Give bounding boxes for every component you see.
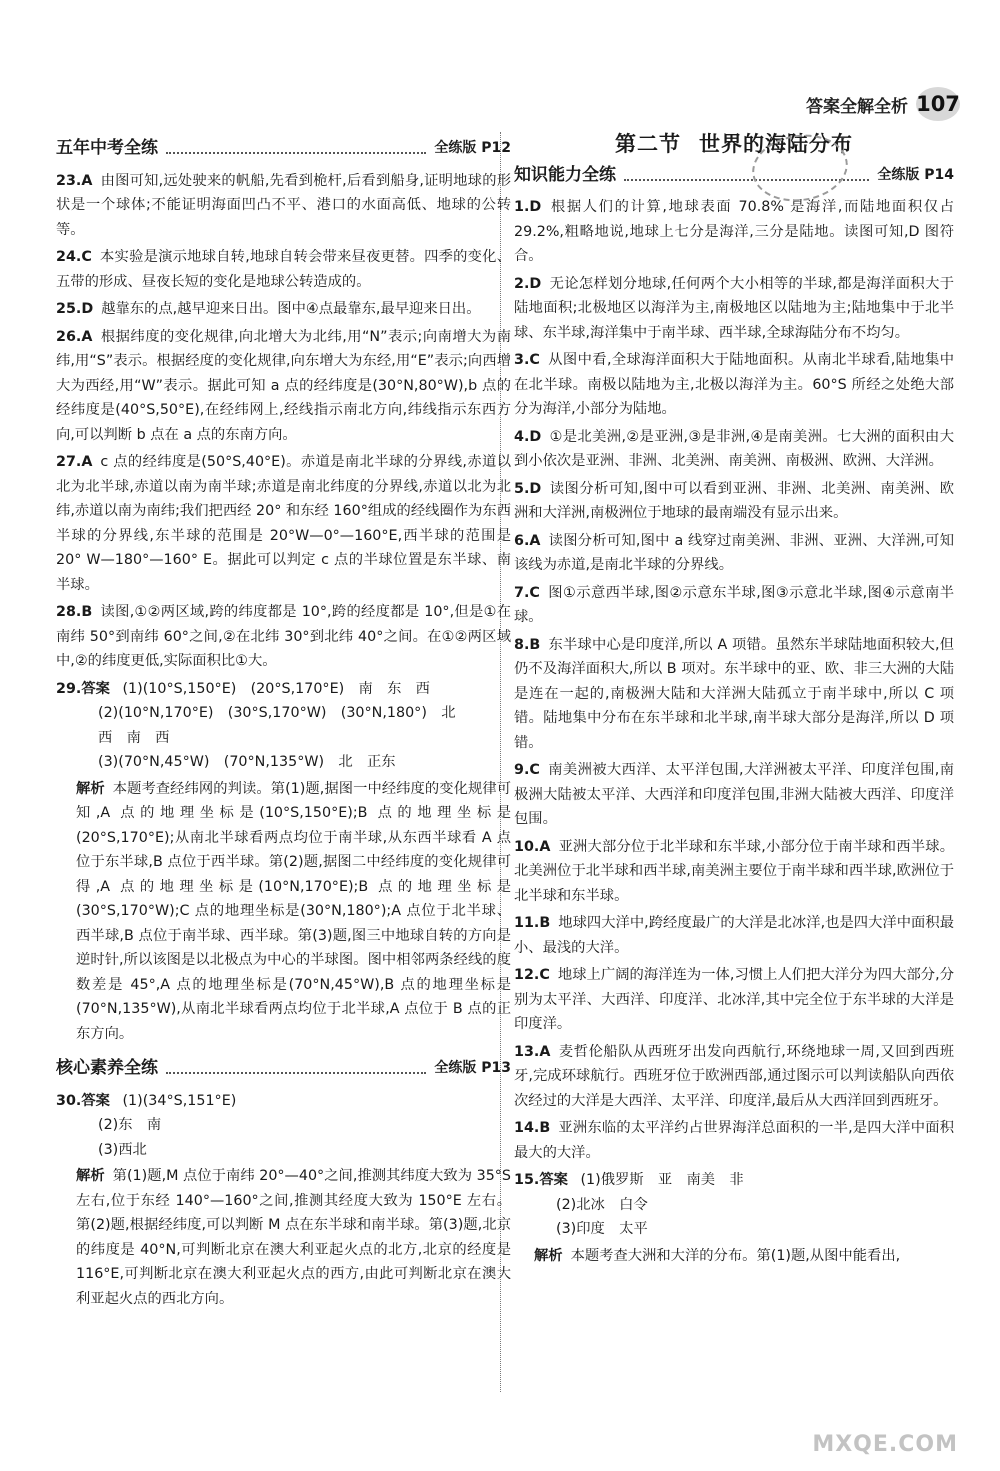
- chapter-number: 第二节: [615, 132, 681, 156]
- answer-number: 10.A: [514, 838, 551, 855]
- section-title: 知识能力全练: [514, 164, 616, 185]
- answer-item: [514, 477, 954, 526]
- section-header-wunian: [56, 136, 511, 161]
- answer-number: 26.A: [56, 328, 93, 345]
- answer-item: [56, 245, 511, 294]
- answer-line: (2)北冰 白令: [556, 1196, 648, 1213]
- answer-item: [514, 425, 954, 474]
- answer-number: 3.C: [514, 352, 540, 368]
- analysis-30: [76, 1164, 511, 1311]
- answer-item: [56, 325, 511, 448]
- answer-number: 14.B: [514, 1120, 551, 1136]
- section-title: 核心素养全练: [56, 1058, 158, 1078]
- answer-number: 8.B: [514, 636, 541, 653]
- analysis-text: 本题考查经纬网的判读。第(1)题,据图一中经纬度的变化规律可知,A 点的地理坐标是(10°S,150°E);B 点的地理坐标是(20°S,170°E);从南北半球看两点均位于南半球,从东西半球看 A 点位于东半球,B 点位于西半球。第(2)题,据图二中经纬度的变化规律可得,A 点的地理坐标是(10°N,170°E);B 点的地理坐标是(30°S,170°W);C 点的地理坐标是(30°N,180°);A 点位于北半球、西半球,B 点位于南半球、西半球。第(3)题,图三中地球自转的方向是逆时针,所以该图是以北极点为中心的半球图。图中相邻两条经线的度数差是 45°,A 点的地理坐标是(70°N,45°W),B 点的地理坐标是(70°N,135°W),从南北半球看两点均位于北半球,A 点位于 B 点的正东方向。: [76, 780, 512, 1042]
- answer-number: 4.D: [514, 428, 542, 445]
- chapter-name: 世界的海陆分布: [699, 132, 853, 156]
- answer-item: [514, 1116, 954, 1165]
- answer-text: 读图,①②两区域,跨的纬度都是 10°,跨的经度都是 10°,但是①在南纬 50°到南纬 60°之间,②在北纬 30°到北纬 40°之间。在①②两区域中,②的纬度更低,实际面积比①大。: [56, 604, 511, 669]
- answer-line: (3)(70°N,45°W) (70°N,135°W) 北 正东: [98, 754, 396, 770]
- section-ref: 全练版 P14: [877, 166, 954, 183]
- answer-number: 28.B: [56, 604, 93, 620]
- answer-number: 15.答案: [514, 1172, 568, 1188]
- answer-number: 12.C: [514, 967, 550, 983]
- answer-line: (2)东 南: [98, 1117, 162, 1133]
- answer-item: [514, 1040, 954, 1114]
- answer-number: 30.答案: [56, 1092, 110, 1109]
- answer-item: [514, 963, 954, 1037]
- answer-number: 13.A: [514, 1043, 551, 1060]
- analysis-29: [76, 777, 511, 1047]
- answer-number: 1.D: [514, 199, 542, 215]
- answer-15: [514, 1168, 954, 1268]
- answer-text: 根据人们的计算,地球表面 70.8% 是海洋,而陆地面积仅占 29.2%,粗略地说,地球上七分是海洋,三分是陆地。读图可知,D 图符合。: [514, 199, 954, 264]
- answer-number: 27.A: [56, 454, 93, 470]
- answer-text: 图①示意西半球,图②示意东半球,图③示意北半球,图④示意南半球。: [514, 584, 954, 625]
- answer-text: c 点的经纬度是(50°S,40°E)。赤道是南北半球的分界线,赤道以北为北半球,赤道以南为南半球;赤道是南北纬度的分界线,赤道以北为北纬,赤道以南为南纬;我们把西经 20° 和东经 160°组成的经线圈作为东西半球的分界线,东半球的范围是 20°W—0°—160°E,西半球的范围是 20° W—180°—160° E。据此可以判定 c 点的半球位置是东半球、南半球。: [56, 454, 511, 593]
- answer-text: ①是北美洲,②是亚洲,③是非洲,④是南美洲。七大洲的面积由大到小依次是亚洲、非洲、北美洲、南美洲、南极洲、欧洲、大洋洲。: [514, 428, 954, 469]
- answer-item: [514, 911, 954, 960]
- answer-item: [514, 758, 954, 832]
- analysis-15: [534, 1244, 954, 1269]
- answer-number: 2.D: [514, 275, 542, 292]
- section-header-zhishi: [514, 163, 954, 188]
- section-ref: 全练版 P12: [434, 140, 511, 156]
- answer-text: 地球四大洋中,跨经度最广的大洋是北冰洋,也是四大洋中面积最小、最浅的大洋。: [514, 915, 954, 956]
- answer-text: 读图分析可知,图中 a 线穿过南美洲、非洲、亚洲、大洋洲,可知该线为赤道,是南北半球的分界线。: [514, 532, 954, 573]
- answer-line: (2)(10°N,170°E) (30°S,170°W) (30°N,180°) 北: [98, 705, 456, 721]
- chapter-title: [514, 132, 954, 157]
- dotted-leader: [166, 1062, 426, 1074]
- answer-item: [56, 450, 511, 597]
- answer-text: 本实验是演示地球自转,地球自转会带来昼夜更替。四季的变化、五带的形成、昼夜长短的变化是地球公转造成的。: [56, 249, 511, 290]
- answer-text: 读图分析可知,图中可以看到亚洲、非洲、北美洲、南美洲、欧洲和大洋洲,南极洲位于地球的最南端没有显示出来。: [514, 480, 954, 521]
- answer-number: 6.A: [514, 532, 541, 549]
- answer-text: 地球上广阔的海洋连为一体,习惯上人们把大洋分为四大部分,分别为太平洋、大西洋、印度洋、北冰洋,其中完全位于东半球的大洋是印度洋。: [514, 967, 954, 1032]
- answer-text: 南美洲被大西洋、太平洋包围,大洋洲被太平洋、印度洋包围,南极洲大陆被太平洋、大西洋和印度洋包围,非洲大陆被大西洋、印度洋包围。: [514, 762, 954, 827]
- left-column: [56, 132, 511, 1314]
- answer-line: (1)俄罗斯 亚 南美 非: [580, 1172, 744, 1188]
- answer-text: 从图中看,全球海洋面积大于陆地面积。从南北半球看,陆地集中在北半球。南极以陆地为主,北极以海洋为主。60°S 所经之处绝大部分为海洋,小部分为陆地。: [514, 352, 954, 417]
- answer-line: (3)西北: [98, 1141, 147, 1158]
- dotted-leader: [166, 142, 426, 154]
- answer-number: 9.C: [514, 762, 540, 778]
- answer-29: [56, 677, 511, 1047]
- answer-item: [514, 529, 954, 578]
- answer-number: 7.C: [514, 584, 540, 601]
- answer-list-1: [56, 169, 511, 674]
- answer-item: [514, 348, 954, 422]
- analysis-label: 解析: [76, 780, 105, 797]
- answer-item: [56, 600, 511, 674]
- answer-item: [514, 195, 954, 269]
- answer-number: 23.A: [56, 172, 93, 189]
- answer-item: [56, 297, 511, 322]
- header-title: 答案全解全析: [806, 96, 908, 117]
- answer-text: 由图可知,远处驶来的帆船,先看到桅杆,后看到船身,证明地球的形状是一个球体;不能证明海面凹凸不平、港口的水面高低、地球的公转等。: [56, 172, 511, 238]
- watermark-logo: MXQE.COM: [812, 1432, 958, 1457]
- answer-line: (1)(34°S,151°E): [122, 1092, 237, 1109]
- answer-line: 西 南 西: [98, 729, 170, 746]
- analysis-label: 解析: [534, 1247, 563, 1264]
- answer-text: 越靠东的点,越早迎来日出。图中④点最靠东,最早迎来日出。: [101, 301, 481, 317]
- answer-text: 亚洲大部分位于北半球和东半球,小部分位于南半球和西半球。北美洲位于北半球和西半球,南美洲主要位于南半球和西半球,欧洲位于北半球和东半球。: [514, 838, 954, 904]
- answer-number: 5.D: [514, 480, 542, 497]
- answer-text: 无论怎样划分地球,任何两个大小相等的半球,都是海洋面积大于陆地面积;北极地区以海洋为主,南极地区以陆地为主;陆地集中于北半球、东半球,海洋集中于南半球、西半球,全球海陆分布不均匀。: [514, 275, 954, 341]
- page-header: [806, 84, 960, 124]
- analysis-text: 本题考查大洲和大洋的分布。第(1)题,从图中能看出,: [570, 1247, 901, 1264]
- answer-text: 亚洲东临的太平洋约占世界海洋总面积的一半,是四大洋中面积最大的大洋。: [514, 1120, 954, 1161]
- answer-item: [514, 581, 954, 630]
- answer-30: [56, 1089, 511, 1312]
- analysis-label: 解析: [76, 1168, 105, 1184]
- answer-item: [514, 272, 954, 346]
- section-title: 五年中考全练: [56, 138, 158, 158]
- answer-item: [514, 633, 954, 756]
- page-number: 107: [916, 87, 960, 121]
- answer-item: [514, 835, 954, 909]
- section-ref: 全练版 P13: [434, 1060, 511, 1076]
- answer-line: (1)(10°S,150°E) (20°S,170°E) 南 东 西: [122, 680, 430, 697]
- answer-number: 24.C: [56, 249, 92, 265]
- answer-line: (3)印度 太平: [556, 1221, 648, 1237]
- analysis-text: 第(1)题,M 点位于南纬 20°—40°之间,推测其纬度大致为 35°S 左右,位于东经 140°—160°之间,推测其经度大致为 150°E 左右。第(2)题,根据经纬度,可以判断 M 点在东半球和南半球。第(3)题,北京的纬度是 40°N,可判断北京在澳大利亚起火点的北方,北京的经度是 116°E,可判断北京在澳大利亚起火点的西方,由此可判断北京在澳大利亚起火点的西北方向。: [76, 1168, 512, 1307]
- answer-list-2: [514, 195, 954, 1165]
- answer-text: 麦哲伦船队从西班牙出发向西航行,环绕地球一周,又回到西班牙,完成环球航行。西班牙位于欧洲西部,通过图示可以判读船队向西依次经过的大洋是大西洋、太平洋、印度洋,最后从大西洋回到西班牙。: [514, 1043, 954, 1109]
- answer-number: 25.D: [56, 301, 94, 317]
- section-header-hexin: [56, 1056, 511, 1081]
- answer-number: 29.答案: [56, 680, 110, 697]
- answer-text: 东半球中心是印度洋,所以 A 项错。虽然东半球陆地面积较大,但仍不及海洋面积大,所以 B 项对。东半球中的亚、欧、非三大洲的大陆是连在一起的,南极洲大陆和大洋洲大陆孤立于南半球中,所以 C 项错。陆地集中分布在东半球和北半球,南半球大部分是海洋,所以 D 项错。: [514, 636, 954, 751]
- answer-number: 11.B: [514, 915, 551, 931]
- right-column: [514, 132, 954, 1271]
- answer-item: [56, 169, 511, 243]
- answer-text: 根据纬度的变化规律,向北增大为北纬,用“N”表示;向南增大为南纬,用“S”表示。根据经度的变化规律,向东增大为东经,用“E”表示;向西增大为西经,用“W”表示。据此可知 a 点的经纬度是(30°N,80°W),b 点的经纬度是(40°S,50°E),在经纬网上,经线指示南北方向,纬线指示东西方向,可以判断 b 点在 a 点的东南方向。: [56, 328, 511, 443]
